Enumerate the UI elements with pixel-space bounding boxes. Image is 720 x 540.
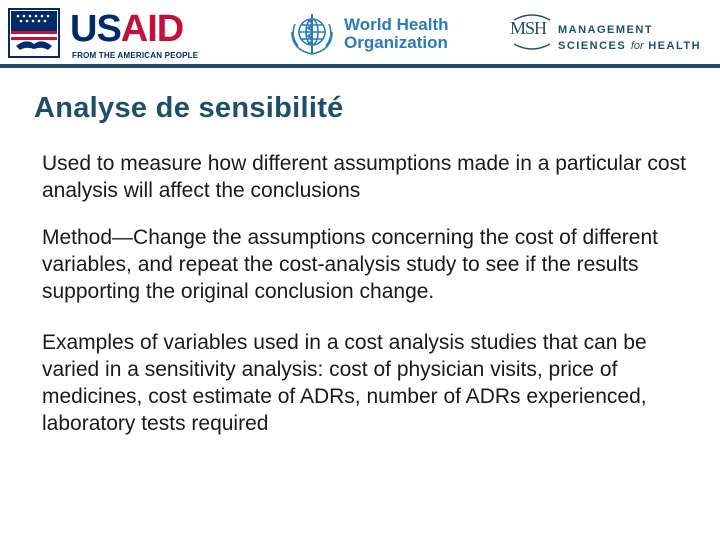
who-emblem-icon	[286, 10, 338, 58]
paragraph-examples: Examples of variables used in a cost analysis studies that can be varied in a sensitivity analysis: cost of physician visits, price of medicines, cost estimate of ADRs, number of ADRs experienced, laboratory tests required	[42, 331, 647, 435]
who-name-line1: World Health	[344, 15, 449, 34]
msh-name-line2	[558, 38, 701, 54]
msh-health: HEALTH	[648, 40, 702, 52]
usaid-word-aid: AID	[120, 8, 184, 50]
logo-header	[0, 0, 720, 64]
msh-name	[558, 22, 701, 54]
paragraph-purpose: Used to measure how different assumptions made in a particular cost analysis will affect the conclusions	[42, 152, 686, 202]
who-name-line2: Organization	[344, 33, 448, 52]
header-divider	[0, 64, 720, 68]
paragraph-method: Method—Change the assumptions concerning the cost of different variables, and repeat the cost-analysis study to see if the results supporting the original conclusion change.	[42, 226, 658, 303]
msh-mark: MSH	[510, 18, 547, 38]
slide-title: Analyse de sensibilité	[34, 92, 344, 124]
msh-sciences: SCIENCES	[558, 40, 627, 52]
usaid-handshake-seal-icon	[8, 8, 60, 58]
msh-logo	[510, 12, 710, 56]
usaid-word-us: US	[70, 8, 121, 50]
who-logo	[286, 10, 449, 58]
usaid-wordmark	[70, 8, 183, 50]
slide-body	[42, 150, 694, 457]
usaid-logo	[8, 8, 199, 60]
msh-name-line1: MANAGEMENT	[558, 24, 654, 36]
msh-for: for	[630, 40, 644, 52]
usaid-tagline: FROM THE AMERICAN PEOPLE	[72, 51, 199, 60]
who-name	[344, 16, 449, 52]
